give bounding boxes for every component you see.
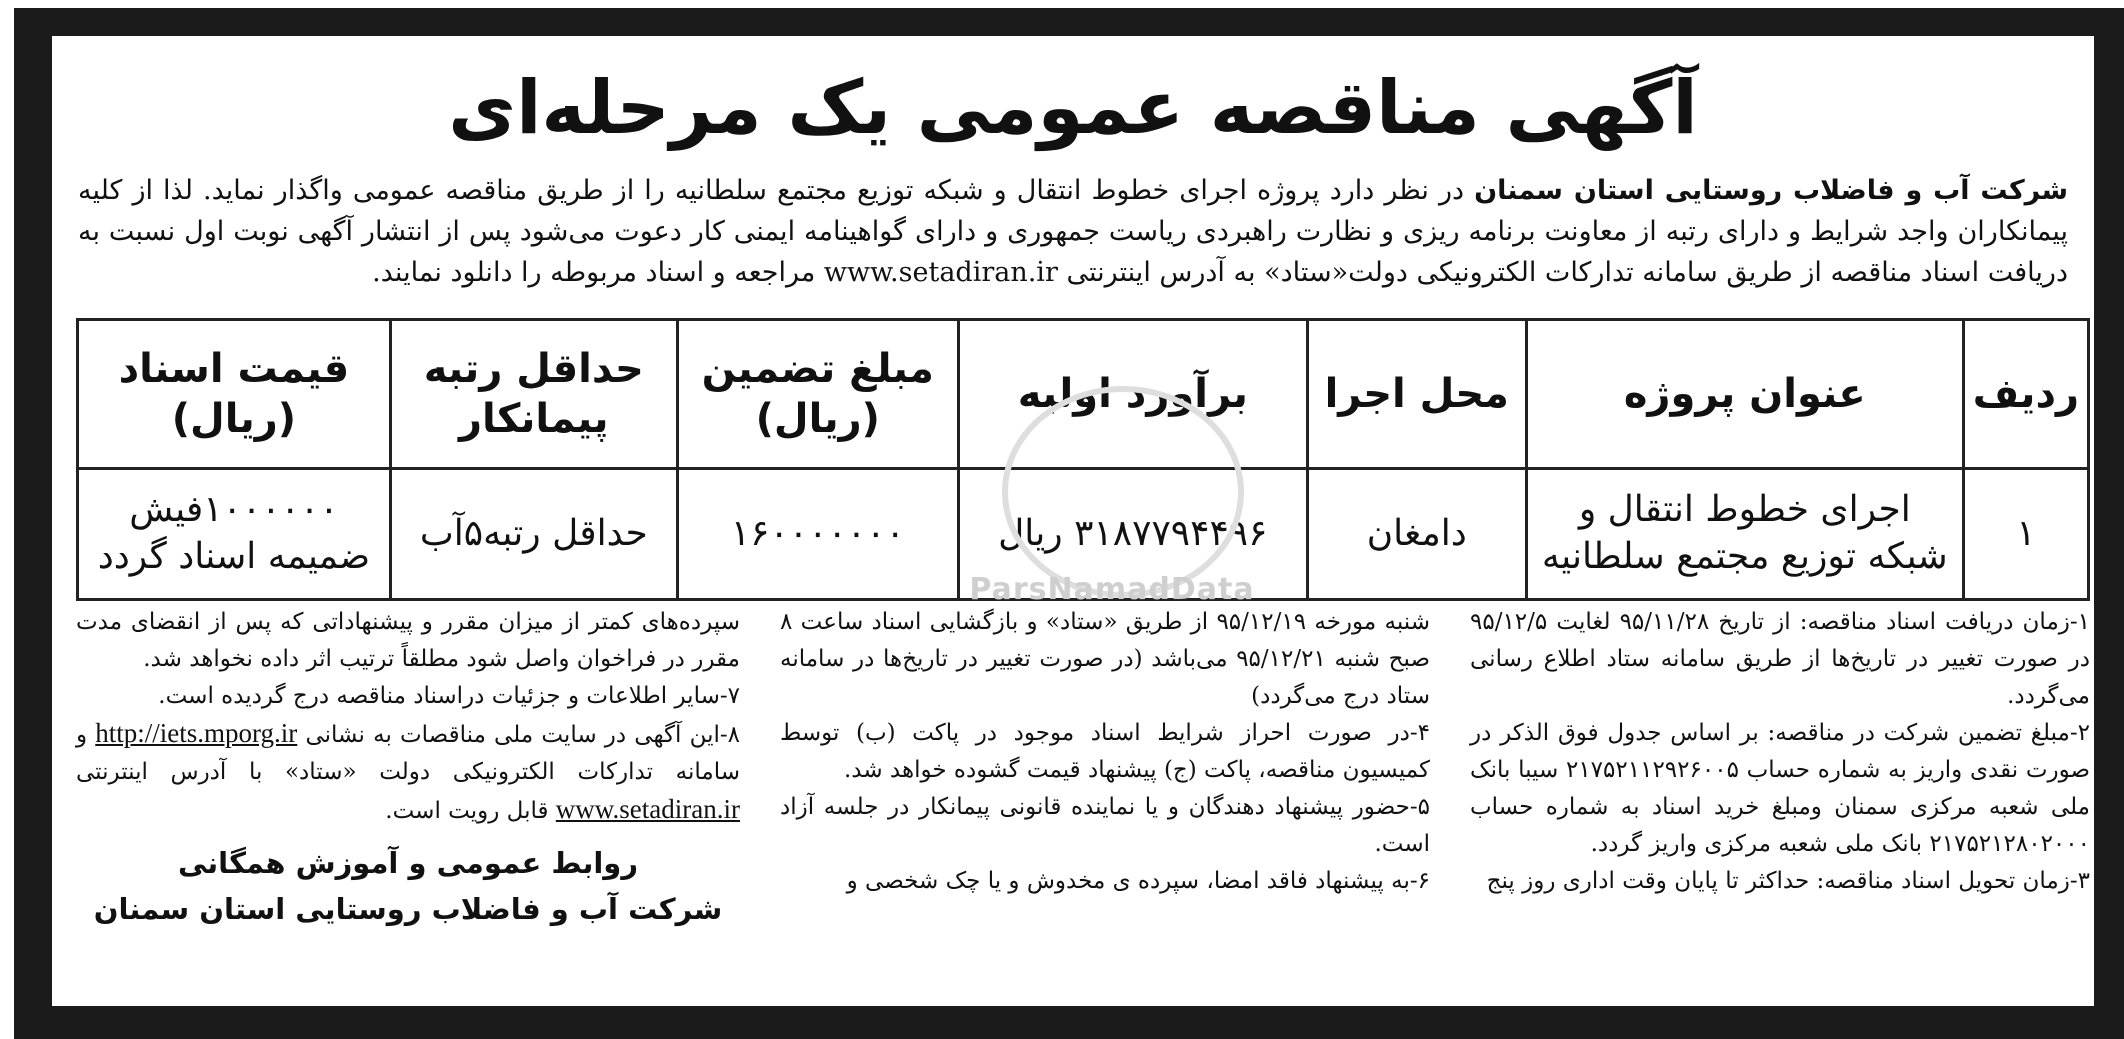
- table-row: [78, 469, 2089, 600]
- cell-estimate: ۳۱۸۷۷۹۴۴۹۶ ریال: [958, 469, 1307, 600]
- conditions-column-1: [1470, 604, 2090, 900]
- iets-link[interactable]: http://iets.mporg.ir: [95, 718, 298, 748]
- condition-7: ۷-سایر اطلاعات و جزئیات دراسناد مناقصه درج گردیده است.: [158, 683, 740, 709]
- notice-title: آگهی مناقصه عمومی یک مرحله‌ای: [448, 65, 1698, 151]
- condition-3: ۳-زمان تحویل اسناد مناقصه: حداکثر تا پایان وقت اداری روز پنج: [1486, 868, 2090, 894]
- header-location: محل اجرا: [1307, 320, 1526, 469]
- setadiran-link[interactable]: www.setadiran.ir: [555, 794, 740, 824]
- condition-8-text-b: و سامانه تدارکات الکترونیکی دولت «ستاد» با آدرس اینترنتی: [76, 722, 740, 785]
- condition-3-continued: شنبه مورخه ۹۵/۱۲/۱۹ از طریق «ستاد» و بازگشایی اسناد ساعت ۸ صبح شنبه ۹۵/۱۲/۲۱ می‌باشد (در صورت تغییر در تاریخ‌ها در سامانه ستاد درج می‌گردد): [780, 609, 1430, 709]
- header-min-grade: حداقل رتبه پیمانکار: [390, 320, 677, 469]
- condition-8-text-c: قابل رویت است.: [385, 798, 549, 824]
- header-guarantee: مبلغ تضمین (ریال): [677, 320, 958, 469]
- signature-line-1: روابط عمومی و آموزش همگانی: [177, 846, 639, 880]
- watermark-text: ParsNamadData: [969, 572, 1255, 607]
- header-project-title: عنوان پروژه: [1526, 320, 1963, 469]
- condition-2: ۲-مبلغ تضمین شرکت در مناقصه: بر اساس جدول فوق الذکر در صورت نقدی واریز به شماره حساب ۲۱۷۵۲۱۱۲۹۲۶۰۰۵ سیبا بانک ملی شعبه مرکزی سمنان ومبلغ خرید اسناد به شماره حساب ۲۱۷۵۲۱۲۸۰۲۰۰۰ بانک ملی شعبه مرکزی واریز گردد.: [1470, 720, 2090, 857]
- cell-guarantee: ۱۶۰۰۰۰۰۰۰: [677, 469, 958, 600]
- table-header-row: [78, 320, 2089, 469]
- notice-body: [52, 36, 2094, 1006]
- cell-doc-price: ۱۰۰۰۰۰۰فیش ضمیمه اسناد گردد: [78, 469, 391, 600]
- cell-row-no: ۱: [1963, 469, 2088, 600]
- signature-line-2: شرکت آب و فاضلاب روستایی استان سمنان: [93, 892, 723, 926]
- header-estimate: برآورد اولیه: [958, 320, 1307, 469]
- cell-location: دامغان: [1307, 469, 1526, 600]
- cell-min-grade: حداقل رتبه۵آب: [390, 469, 677, 600]
- condition-8-text-a: ۸-این آگهی در سایت ملی مناقصات به نشانی: [305, 722, 740, 748]
- condition-5: ۵-حضور پیشنهاد دهندگان و یا نماینده قانونی پیمانکار در جلسه آزاد است.: [780, 794, 1430, 857]
- intro-text: در نظر دارد پروژه اجرای خطوط انتقال و شبکه توزیع مجتمع سلطانیه را از طریق مناقصه عمومی واگذار نماید. لذا از کلیه پیمانکاران واجد شرایط و دارای رتبه از معاونت برنامه ریزی و نظارت راهبردی ریاست جمهوری و دارای گواهینامه ایمنی کار دعوت می‌شود پس از انتشار آگهی نوبت اول نسبت به دریافت اسناد مناقصه از طریق سامانه تدارکات الکترونیکی دولت«ستاد» به آدرس اینترنتی www.setadiran.ir مراجعه و اسناد مربوطه را دانلود نمایند.: [78, 175, 2068, 288]
- company-name: شرکت آب و فاضلاب روستایی استان سمنان: [1474, 175, 2068, 206]
- intro-paragraph: [78, 170, 2068, 293]
- condition-1: ۱-زمان دریافت اسناد مناقصه: از تاریخ ۹۵/۱۱/۲۸ لغایت ۹۵/۱۲/۵ در صورت تغییر در تاریخ‌ها از طریق سامانه ستاد اطلاع رسانی می‌گردد.: [1470, 609, 2090, 709]
- conditions-column-3: [76, 604, 740, 932]
- header-row-no: ردیف: [1963, 320, 2088, 469]
- signature-block: [76, 840, 740, 932]
- conditions-section: [76, 604, 2090, 1000]
- condition-4: ۴-در صورت احراز شرایط اسناد موجود در پاکت (ب) توسط کمیسیون مناقصه، پاکت (ج) پیشنهاد قیمت گشوده خواهد شد.: [780, 720, 1430, 783]
- tender-table: [76, 318, 2090, 601]
- cell-project-title: اجرای خطوط انتقال و شبکه توزیع مجتمع سلطانیه: [1526, 469, 1963, 600]
- condition-6-continued: سپرده‌های کمتر از میزان مقرر و پیشنهاداتی که پس از انقضای مدت مقرر در فراخوان واصل شود مطلقاً ترتیب اثر داده نخواهد شد.: [76, 609, 740, 672]
- condition-6: ۶-به پیشنهاد فاقد امضا، سپرده ی مخدوش و یا چک شخصی و: [846, 868, 1430, 894]
- notice-frame: [14, 8, 2124, 1039]
- condition-8: [76, 715, 740, 830]
- header-doc-price: قیمت اسناد (ریال): [78, 320, 391, 469]
- conditions-column-2: [780, 604, 1430, 900]
